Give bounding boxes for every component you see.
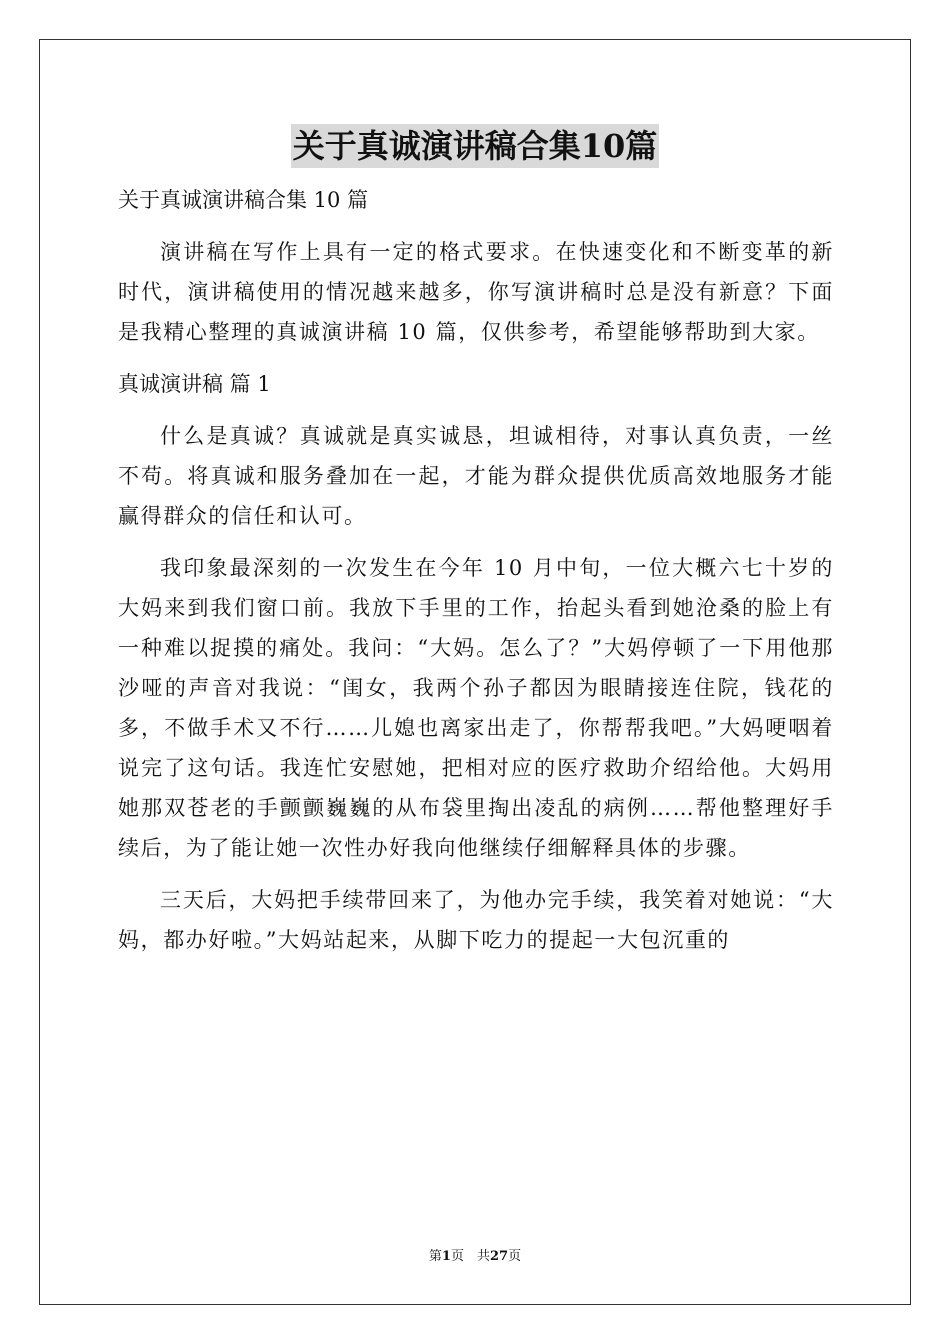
page-footer	[0, 1248, 950, 1266]
total-pages-number: 27	[489, 1249, 509, 1264]
page-label-suffix: 页	[508, 1249, 522, 1264]
document-title: 关于真诚演讲稿合集10篇	[291, 124, 660, 168]
section-heading: 真诚演讲稿 篇 1	[118, 372, 271, 396]
subtitle-line: 关于真诚演讲稿合集 10 篇	[118, 188, 369, 212]
document-title-block	[0, 124, 950, 168]
body-paragraph: 三天后，大妈把手续带回来了，为他办完手续，我笑着对她说：“大妈，都办好啦。”大妈站起来，从脚下吃力的提起一大包沉重的	[118, 888, 834, 952]
current-page-number: 1	[441, 1249, 451, 1264]
intro-paragraph: 演讲稿在写作上具有一定的格式要求。在快速变化和不断变革的新时代，演讲稿使用的情况越来越多，你写演讲稿时总是没有新意？下面是我精心整理的真诚演讲稿 10 篇，仅供参考，希望能够帮助到大家。	[118, 240, 834, 344]
document-body	[118, 180, 834, 960]
body-paragraph: 什么是真诚？真诚就是真实诚恳，坦诚相待，对事认真负责，一丝不苟。将真诚和服务叠加在一起，才能为群众提供优质高效地服务才能赢得群众的信任和认可。	[118, 424, 834, 528]
page-label-mid: 页 共	[450, 1249, 490, 1264]
body-paragraph: 我印象最深刻的一次发生在今年 10 月中旬，一位大概六七十岁的大妈来到我们窗口前。我放下手里的工作，抬起头看到她沧桑的脸上有一种难以捉摸的痛处。我问：“大妈。怎么了？”大妈停顿了一下用他那沙哑的声音对我说：“闺女，我两个孙子都因为眼睛接连住院，钱花的多，不做手术又不行……儿媳也离家出走了，你帮帮我吧。”大妈哽咽着说完了这句话。我连忙安慰她，把相对应的医疗救助介绍给他。大妈用她那双苍老的手颤颤巍巍的从布袋里掏出凌乱的病例……帮他整理好手续后，为了能让她一次性办好我向他继续仔细解释具体的步骤。	[118, 556, 834, 860]
page-label-prefix: 第	[428, 1249, 442, 1264]
